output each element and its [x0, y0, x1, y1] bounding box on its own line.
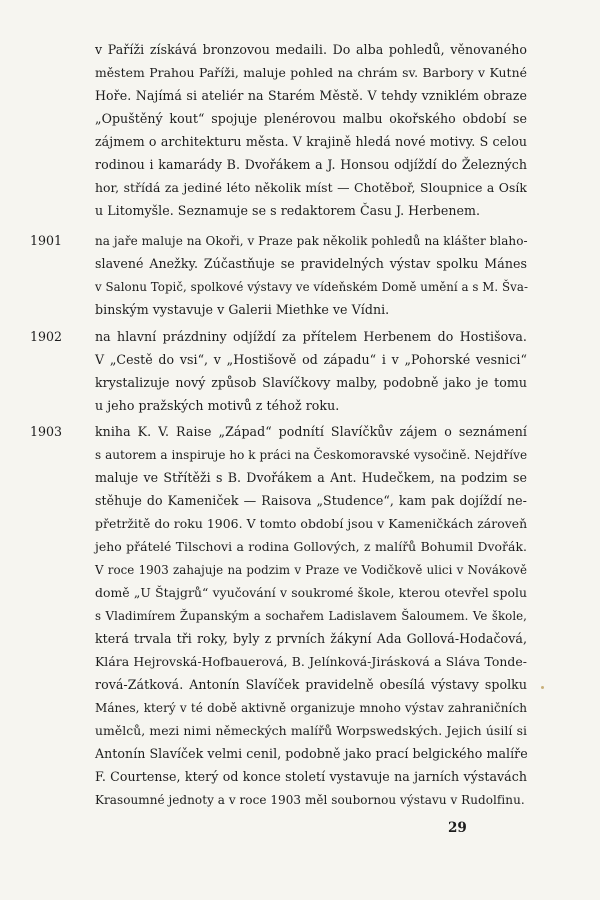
entry-1903-line: která trvala tři roky, byly z prvních žákyní Ada Gollová-Hodačová,	[95, 631, 527, 646]
entry-1903-line: F. Courtense, který od konce století vystavuje na jarních výstavách	[95, 769, 527, 784]
entry-1903-line: Krasoumné jednoty a v roce 1903 měl soubornou výstavu v Rudolfinu.	[95, 793, 525, 807]
page-number: 29	[448, 820, 467, 836]
entry-1903-line: Klára Hejrovská-Hofbauerová, B. Jelínková-Jirásková a Sláva Tonde-	[95, 654, 527, 669]
entry-1901-line: slavené Anežky. Zúčastňuje se pravidelných výstav spolku Mánes	[95, 256, 527, 271]
entry-1903-line: kniha K. V. Raise „Západ“ podnítí Slavíčkův zájem o seznámení	[95, 424, 527, 439]
entry-1903-line: Mánes, který v té době aktivně organizuje mnoho výstav zahraničních	[95, 701, 527, 715]
entry-1901-line: binským vystavuje v Galerii Miethke ve Vídni.	[95, 302, 390, 317]
entry-1903-line: Antonín Slavíček velmi cenil, podobně jako prací belgického malíře	[95, 746, 528, 761]
entry-1903-line: V roce 1903 zahajuje na podzim v Praze ve Vodičkově ulici v Novákově	[95, 563, 527, 577]
entry-1901-line: v Salonu Topič, spolkové výstavy ve vídeňském Domě umění a s M. Šva-	[95, 280, 528, 294]
intro-line: rodinou i kamarády B. Dvořákem a J. Honsou odjíždí do Železných	[95, 157, 527, 172]
intro-line: zájmem o architekturu města. V krajině hledá nové motivy. S celou	[95, 134, 527, 149]
entry-1903-line: přetržitě do roku 1906. V tomto období jsou v Kameničkách zároveň	[95, 516, 528, 531]
entry-1901-line: na jaře maluje na Okoři, v Praze pak několik pohledů na klášter blaho-	[95, 234, 528, 248]
entry-1902-line: u jeho pražských motivů z téhož roku.	[95, 398, 340, 413]
entry-1903-line: stěhuje do Kameniček — Raisova „Studence“, kam pak dojíždí ne-	[95, 493, 527, 508]
year-label-1903: 1903	[30, 424, 63, 439]
entry-1903-line: rová-Zátková. Antonín Slavíček pravidelně obesílá výstavy spolku	[95, 677, 527, 692]
year-label-1901: 1901	[30, 233, 63, 248]
entry-1903-line: s autorem a inspiruje ho k práci na Českomoravské vysočině. Nejdříve	[95, 448, 528, 462]
entry-1902-line: krystalizuje nový způsob Slavíčkovy malby, podobně jako je tomu	[95, 375, 527, 390]
paper-speck	[541, 686, 544, 689]
intro-line: „Opuštěný kout“ spojuje plenérovou malbu okořského období se	[95, 111, 527, 126]
entry-1903-line: domě „U Štajgrů“ vyučování v soukromé škole, kterou otevřel spolu	[95, 585, 527, 600]
intro-line: v Paříži získává bronzovou medaili. Do alba pohledů, věnovaného	[95, 42, 527, 57]
intro-line: městem Prahou Paříži, maluje pohled na chrám sv. Barbory v Kutné	[95, 65, 527, 80]
entry-1903-line: umělců, mezi nimi německých malířů Worpswedských. Jejich úsilí si	[95, 723, 527, 738]
year-label-1902: 1902	[30, 329, 63, 344]
entry-1903-line: s Vladimírem Županským a sochařem Ladislavem Šaloumem. Ve škole,	[95, 609, 527, 623]
entry-1903-line: maluje ve Střítěži s B. Dvořákem a Ant. Hudečkem, na podzim se	[95, 470, 527, 485]
intro-line: hor, střídá za jediné léto několik míst — Chotěboř, Sloupnice a Osík	[95, 180, 527, 195]
intro-line: Hoře. Najímá si ateliér na Starém Městě. V tehdy vzniklém obraze	[95, 88, 527, 103]
entry-1902-line: V „Cestě do vsi“, v „Hostišově od západu“ i v „Pohorské vesnici“	[95, 352, 527, 367]
entry-1903-line: jeho přátelé Tilschovi a rodina Gollových, z malířů Bohumil Dvořák.	[95, 539, 527, 554]
entry-1902-line: na hlavní prázdniny odjíždí za přítelem Herbenem do Hostišova.	[95, 329, 527, 344]
intro-line: u Litomyšle. Seznamuje se s redaktorem Času J. Herbenem.	[95, 203, 481, 218]
